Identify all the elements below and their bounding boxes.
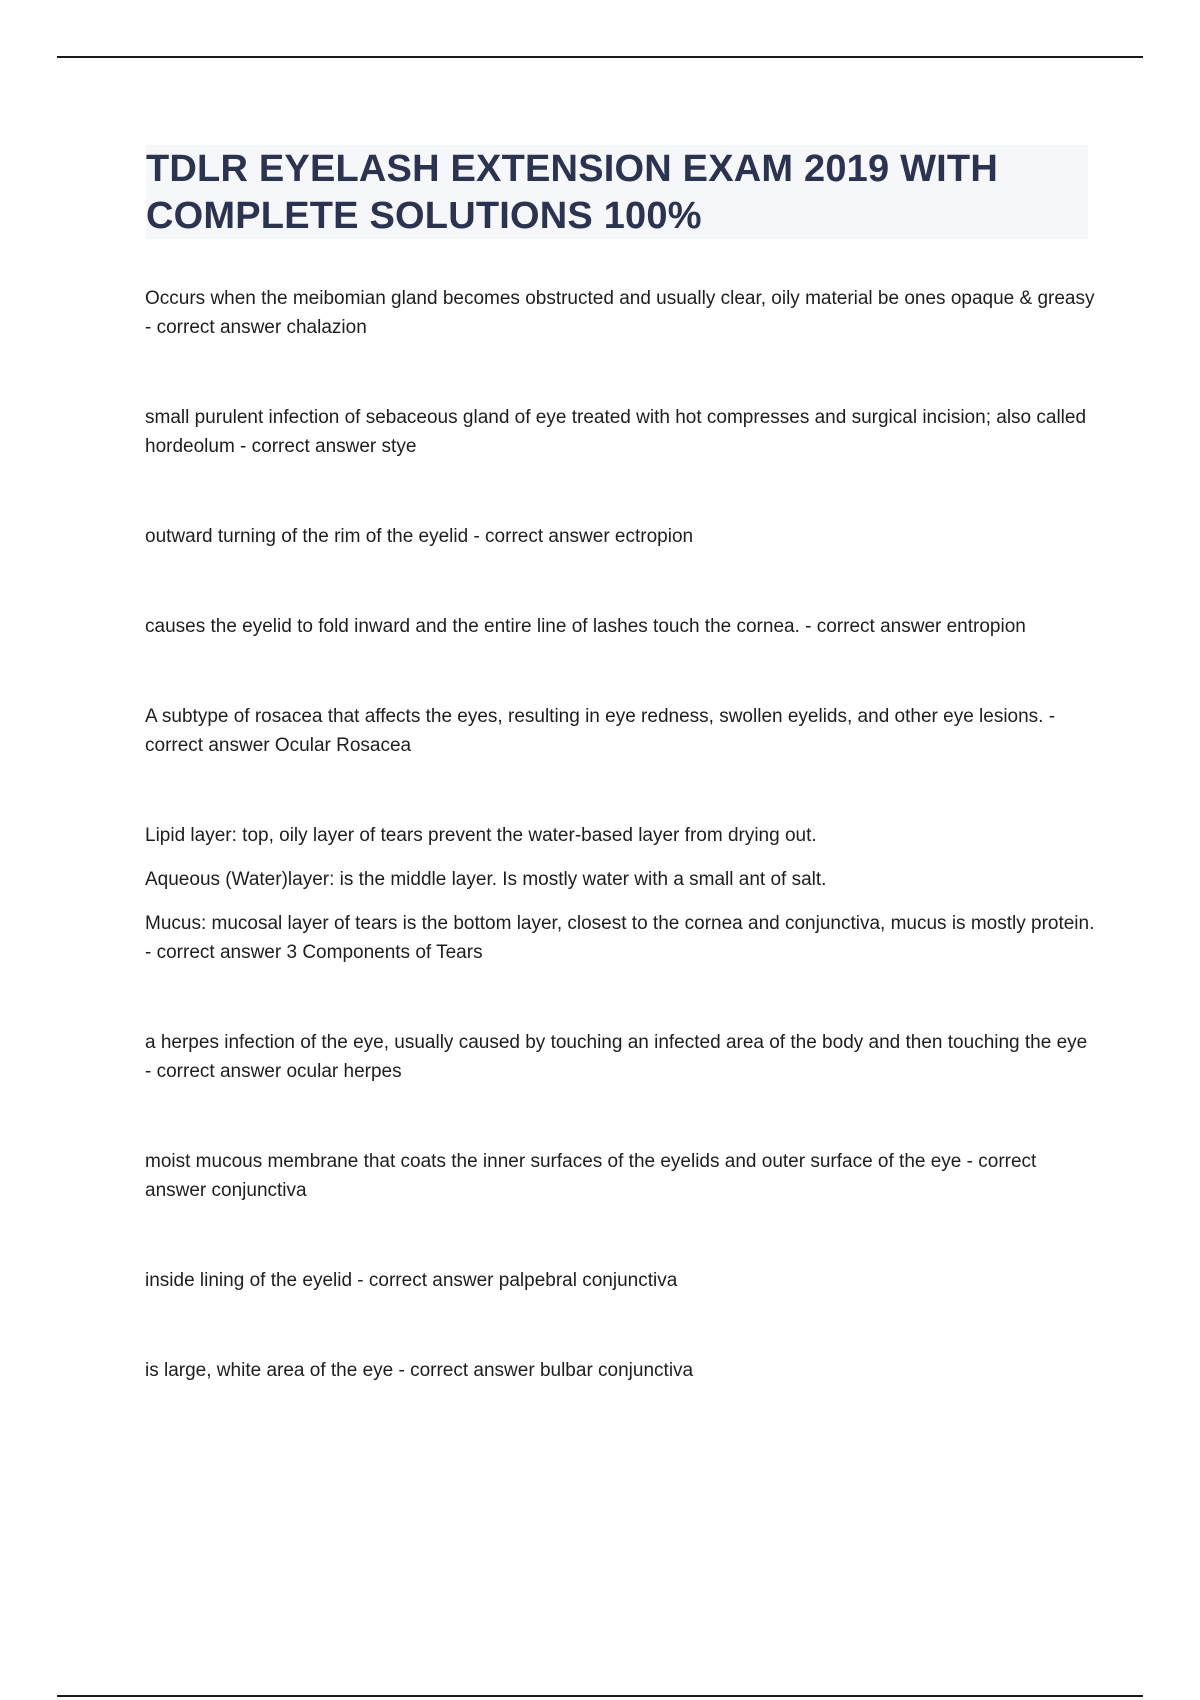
entry-line-aqueous: Aqueous (Water)layer: is the middle layer. Is mostly water with a small ant of salt. xyxy=(145,869,827,890)
entry-text: Occurs when the meibomian gland becomes obstructed and usually clear, oily material be ones opaque & greasy - correct answer chalazion xyxy=(145,288,1095,338)
entry-text: inside lining of the eyelid - correct answer palpebral conjunctiva xyxy=(145,1270,678,1291)
entry-text: A subtype of rosacea that affects the eyes, resulting in eye redness, swollen eyelids, and other eye lesions. - correct answer Ocular Rosacea xyxy=(145,706,1056,756)
bottom-rule xyxy=(57,1695,1143,1697)
entry-stye xyxy=(145,403,1095,461)
entry-conjunctiva xyxy=(145,1147,1095,1205)
document-title: TDLR EYELASH EXTENSION EXAM 2019 WITH COMPLETE SOLUTIONS 100% xyxy=(146,148,998,237)
entry-text: causes the eyelid to fold inward and the entire line of lashes touch the cornea. - correct answer entropion xyxy=(145,616,1026,637)
entry-text: is large, white area of the eye - correct answer bulbar conjunctiva xyxy=(145,1360,694,1381)
top-rule xyxy=(57,56,1143,58)
entry-text: a herpes infection of the eye, usually caused by touching an infected area of the body and then touching the eye - correct answer ocular herpes xyxy=(145,1032,1088,1082)
entry-tear-components xyxy=(145,821,1095,967)
entry-palpebral-conjunctiva xyxy=(145,1266,1095,1295)
entry-text: outward turning of the rim of the eyelid - correct answer ectropion xyxy=(145,526,694,547)
entry-text: moist mucous membrane that coats the inner surfaces of the eyelids and outer surface of the eye - correct answer conjunctiva xyxy=(145,1151,1037,1201)
entry-line-lipid: Lipid layer: top, oily layer of tears prevent the water-based layer from drying out. xyxy=(145,825,817,846)
entry-ocular-rosacea xyxy=(145,702,1095,760)
entry-ectropion xyxy=(145,522,1095,551)
entry-bulbar-conjunctiva xyxy=(145,1356,1095,1385)
document-body xyxy=(145,284,1095,1385)
entry-chalazion xyxy=(145,284,1095,342)
entry-line-mucus: Mucus: mucosal layer of tears is the bottom layer, closest to the cornea and conjunctiva, mucus is mostly protein. - correct answer 3 Components of Tears xyxy=(145,913,1095,963)
entry-text: small purulent infection of sebaceous gland of eye treated with hot compresses and surgical incision; also called hordeolum - correct answer stye xyxy=(145,407,1087,457)
entry-entropion xyxy=(145,612,1095,641)
entry-ocular-herpes xyxy=(145,1028,1095,1086)
